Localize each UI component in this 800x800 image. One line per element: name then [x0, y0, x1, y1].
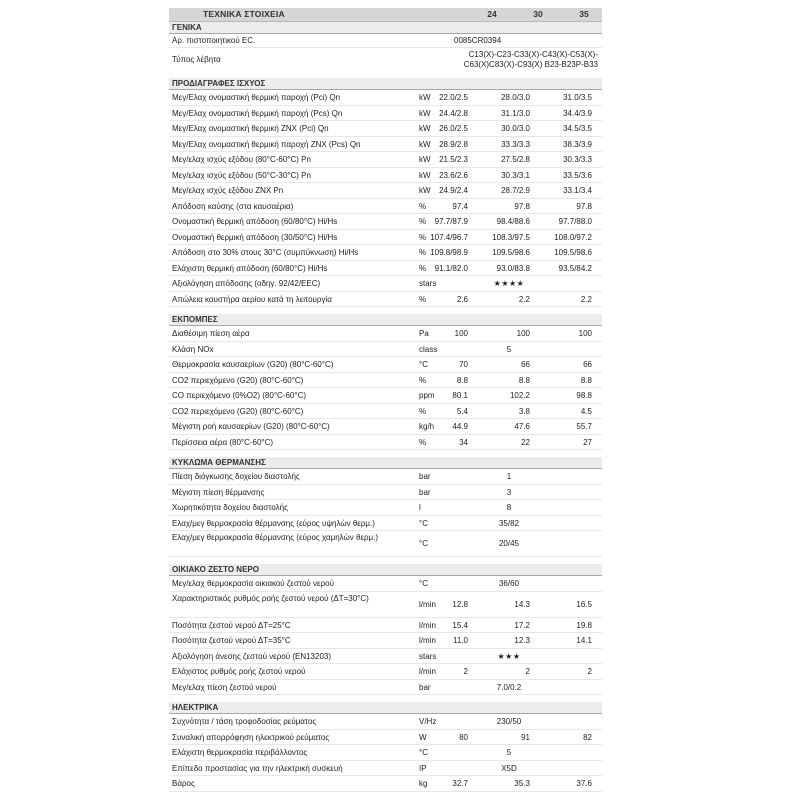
- spec-row: [169, 261, 602, 277]
- spec-unit: W: [419, 732, 427, 742]
- spec-row: [169, 592, 602, 618]
- spec-unit: kg/h: [419, 422, 435, 431]
- spec-section: [169, 702, 602, 792]
- spec-unit: l/min: [419, 667, 436, 676]
- spec-unit: °C: [419, 748, 428, 757]
- spec-label: Μέγιστη ροή καυσαερίων (G20) (80°C-60°C): [172, 422, 330, 431]
- value-model-24: 8.8: [456, 375, 468, 385]
- spec-unit: kW: [419, 139, 431, 149]
- spec-unit: %: [419, 232, 427, 242]
- spec-row: [169, 121, 602, 137]
- spec-unit: kW: [419, 93, 431, 102]
- spec-row: [169, 106, 602, 122]
- value-model-30: 27.5/2.8: [501, 155, 530, 164]
- value-model-30: 93.0/83.8: [496, 263, 530, 273]
- value-all-models: 230/50: [496, 717, 522, 726]
- spec-row: [169, 618, 602, 634]
- spec-label: Ποσότητα ζεστού νερού ΔT=35°C: [172, 636, 291, 645]
- value-model-24: 70: [459, 360, 468, 369]
- spec-row: [169, 516, 602, 532]
- spec-section: [169, 564, 602, 695]
- spec-unit: class: [419, 344, 438, 354]
- spec-row: [169, 168, 602, 184]
- spec-label: Μέγιστη πίεση θέρμανσης: [172, 487, 265, 497]
- value-all-models: 7.0/0.2: [496, 682, 522, 692]
- spec-row: [169, 90, 602, 106]
- section-title: ΕΚΠΟΜΠΕΣ: [169, 314, 602, 326]
- value-model-24: 34: [459, 437, 468, 447]
- spec-label: Μεγ/Ελαχ ονομαστική θερμική παροχή (Pci) Qn: [172, 93, 341, 102]
- value-model-30: 3.8: [518, 406, 530, 416]
- spec-unit: %: [419, 201, 427, 211]
- spec-unit: l/min: [419, 620, 436, 630]
- spec-row: [169, 357, 602, 373]
- spec-label: Συναλική απορρόφηση ηλεκτρικού ρεύματος: [172, 732, 330, 742]
- spec-row: [169, 649, 602, 665]
- spec-row: [169, 680, 602, 696]
- value-model-30: 8.8: [518, 375, 530, 385]
- spec-row: [169, 435, 602, 451]
- spec-label: Διαθέσιμη πίεση αέρα: [172, 329, 250, 338]
- value-model-35: 14.1: [576, 636, 592, 645]
- spec-unit: °C: [419, 518, 428, 528]
- spec-row: [169, 633, 602, 649]
- value-model-35: 33.5/3.6: [563, 170, 592, 180]
- spec-label: Αξιολόγηση άνεσης ζεστού νερού (EN13203): [172, 651, 332, 661]
- spec-label: Αξιολόγηση απόδοσης (οδηγ. 92/42/EEC): [172, 279, 321, 288]
- section-title: ΚΥΚΛΩΜΑ ΘΕΡΜΑΝΣΗΣ: [169, 457, 602, 469]
- spec-unit: %: [419, 263, 427, 273]
- value-model-24: 21.5/2.3: [439, 155, 468, 164]
- spec-unit: °C: [419, 539, 428, 548]
- value-all-models: X5D: [501, 763, 517, 773]
- value-model-30: 28.0/3.0: [501, 93, 530, 102]
- spec-unit: °C: [419, 579, 428, 588]
- spec-unit: %: [419, 217, 427, 226]
- table-title: ΤΕΧΝΙΚΑ ΣΤΟΙΧΕΙΑ: [203, 9, 285, 19]
- spec-unit: kW: [419, 124, 431, 133]
- spec-unit: l/min: [419, 599, 436, 609]
- spec-label: Ελάχιστος ρυθμός ροής ζεστού νερού: [172, 667, 306, 676]
- section-title: ΟΙΚΙΑΚΟ ΖΕΣΤΟ ΝΕΡΟ: [169, 564, 602, 576]
- spec-row: [169, 714, 602, 730]
- value-model-24: 26.0/2.5: [439, 124, 468, 133]
- model-35-header: 35: [579, 9, 589, 19]
- spec-unit: Pa: [419, 329, 429, 338]
- spec-unit: °C: [419, 360, 428, 369]
- value-model-35: 27: [583, 437, 592, 447]
- value-model-24: 23.6/2.6: [439, 170, 468, 180]
- spec-label: Μεγ/ελαχ ισχύς εξόδου ZNX Pn: [172, 186, 284, 195]
- spec-label: Συχνότητα / τάση τροφοδοσίας ρεύματος: [172, 717, 317, 726]
- value-model-24: 15.4: [452, 620, 468, 630]
- value-model-35: 31.0/3.5: [563, 93, 592, 102]
- spec-unit: kW: [419, 155, 431, 164]
- value-model-35: 97.8: [576, 201, 592, 211]
- spec-label: Κλάση NOx: [172, 344, 214, 354]
- spec-label: Ονομαστική θερμική απόδοση (60/80°C) Hi/Hs: [172, 217, 338, 226]
- spec-label: Μεγ/ελαχ ισχύς εξόδου (80°C-60°C) Pn: [172, 155, 311, 164]
- spec-unit: kW: [419, 186, 431, 195]
- spec-row: [169, 388, 602, 404]
- value-model-30: 47.6: [514, 422, 530, 431]
- value-model-30: 102.2: [509, 391, 530, 400]
- section-general: [169, 22, 602, 71]
- value-all-models: 35/82: [498, 518, 520, 528]
- spec-row: [169, 326, 602, 342]
- spec-row: [169, 776, 602, 792]
- value-model-30: 2: [525, 667, 530, 676]
- spec-label: Μεγ/Ελαχ ονομαστική θερμική παροχή (Pcs) Qn: [172, 108, 343, 118]
- value-model-35: 55.7: [576, 422, 592, 431]
- spec-row: [169, 404, 602, 420]
- cert-value: 0085CR0394: [454, 36, 502, 45]
- type-value-line2: C63(X)C83(X)-C93(X) B23-B23P-B33: [463, 60, 598, 69]
- spec-label: Χαρακτηριστικός ρυθμός ροής ζεστού νερού (ΔT=30°C): [172, 593, 369, 603]
- value-model-30: 97.8: [514, 201, 530, 211]
- value-all-models: 36/60: [498, 579, 520, 588]
- spec-sheet: [169, 8, 602, 792]
- spec-unit: IP: [419, 763, 427, 773]
- spec-label: Επίπεδο προστασίας για την ηλεκτρική συσκευή: [172, 763, 343, 773]
- section-title: ΓΕΝΙΚΑ: [169, 22, 602, 34]
- spec-label: Μεγ/Ελαχ ονομαστική θερμική παροχή ZNX (Pcs) Qn: [172, 139, 361, 149]
- value-model-30: 22: [521, 437, 530, 447]
- spec-unit: %: [419, 375, 427, 385]
- spec-row: [169, 469, 602, 485]
- value-model-24: 80.1: [452, 391, 468, 400]
- spec-unit: %: [419, 406, 427, 416]
- spec-row: [169, 500, 602, 516]
- value-model-35: 2: [587, 667, 592, 676]
- spec-row: [169, 373, 602, 389]
- value-model-24: 100: [454, 329, 468, 338]
- value-model-24: 5.4: [456, 406, 468, 416]
- spec-unit: kg: [419, 779, 428, 788]
- spec-label: Μεγ/ελαχ ισχύς εξόδου (50°C-30°C) Pn: [172, 170, 311, 180]
- spec-label: Χωρητικότητα δοχείου διαστολής: [172, 503, 288, 512]
- value-model-35: 98.8: [576, 391, 592, 400]
- spec-row: [169, 664, 602, 680]
- spec-label: Απώλεια καυστήρα αερίου κατά τη λειτουργία: [172, 294, 332, 304]
- spec-row: [169, 199, 602, 215]
- spec-row: [169, 245, 602, 261]
- value-all-models: 1: [506, 472, 512, 481]
- value-model-30: 98.4/88.6: [496, 217, 530, 226]
- value-model-30: 2.2: [518, 294, 530, 304]
- value-model-24: 12.8: [452, 599, 468, 609]
- cert-row: [169, 34, 602, 48]
- value-model-35: 8.8: [580, 375, 592, 385]
- type-label: Τύπος λέβητα: [172, 55, 221, 64]
- spec-section: [169, 78, 602, 307]
- value-model-35: 109.5/98.6: [554, 248, 592, 257]
- value-model-30: 30.0/3.0: [501, 124, 530, 133]
- value-model-35: 93.5/84.2: [558, 263, 592, 273]
- value-model-35: 38.3/3.9: [563, 139, 592, 149]
- spec-label: CO2 περιεχόμενο (G20) (80°C-60°C): [172, 406, 304, 416]
- spec-row: [169, 183, 602, 199]
- value-model-24: 22.0/2.5: [439, 93, 468, 102]
- spec-label: Ελάχιστη θερμική απόδοση (60/80°C) Hi/Hs: [172, 263, 328, 273]
- type-value-line1: C13(X)-C23-C33(X)-C43(X)-C53(X)-: [468, 50, 598, 59]
- model-30-header: 30: [533, 9, 543, 19]
- spec-unit: V/Hz: [419, 717, 437, 726]
- spec-label: Απόδοση στο 30% στους 30°C (συμπύκνωση) Hi/Hs: [172, 248, 359, 257]
- spec-label: Απόδοση καύσης (στα καυσαέρια): [172, 201, 294, 211]
- value-model-30: 109.5/98.6: [492, 248, 530, 257]
- value-model-30: 31.1/3.0: [501, 108, 530, 118]
- value-model-30: 35.3: [514, 779, 530, 788]
- spec-row: [169, 419, 602, 435]
- section-title: ΠΡΟΔΙΑΓΡΑΦΕΣ ΙΣΧΥΟΣ: [169, 78, 602, 90]
- spec-unit: stars: [419, 651, 437, 661]
- spec-label: CO2 περιεχόμενο (G20) (80°C-60°C): [172, 375, 304, 385]
- value-model-24: 32.7: [452, 779, 468, 788]
- value-model-24: 28.9/2.8: [439, 139, 468, 149]
- value-model-30: 91: [521, 732, 530, 742]
- value-model-35: 37.6: [576, 779, 592, 788]
- value-model-35: 33.1/3.4: [563, 186, 592, 195]
- value-model-24: 24.9/2.4: [439, 186, 468, 195]
- spec-row: [169, 214, 602, 230]
- spec-unit: bar: [419, 682, 431, 692]
- cert-label: Αρ. πιστοποιητικού EC.: [172, 36, 256, 45]
- spec-row: [169, 152, 602, 168]
- value-all-models: 3: [506, 487, 512, 497]
- value-model-35: 16.5: [576, 599, 592, 609]
- value-model-24: 24.4/2.8: [439, 108, 468, 118]
- spec-section: [169, 314, 602, 450]
- table-header: [169, 8, 602, 22]
- value-model-24: 80: [459, 732, 468, 742]
- value-model-35: 82: [583, 732, 592, 742]
- value-model-24: 2: [463, 667, 468, 676]
- spec-label: Ονομαστική θερμική απόδοση (30/50°C) Hi/Hs: [172, 232, 338, 242]
- value-model-35: 2.2: [580, 294, 592, 304]
- spec-row: [169, 576, 602, 592]
- spec-unit: stars: [419, 279, 437, 288]
- spec-unit: kW: [419, 170, 431, 180]
- value-model-35: 108.0/97.2: [554, 232, 592, 242]
- value-model-30: 17.2: [514, 620, 530, 630]
- spec-row: [169, 137, 602, 153]
- value-model-35: 19.8: [576, 620, 592, 630]
- value-model-35: 30.3/3.3: [563, 155, 592, 164]
- value-model-24: 109.8/98.9: [430, 248, 468, 257]
- value-model-24: 11.0: [453, 636, 468, 645]
- value-model-30: 28.7/2.9: [501, 186, 530, 195]
- value-all-models: 5: [506, 344, 512, 354]
- spec-row: [169, 745, 602, 761]
- spec-unit: ppm: [419, 391, 435, 400]
- spec-label: Πίεση διόγκωσης δοχείου διαστολής: [172, 472, 300, 481]
- spec-row: [169, 730, 602, 746]
- spec-unit: %: [419, 248, 427, 257]
- value-model-35: 100: [578, 329, 592, 338]
- value-model-35: 34.4/3.9: [563, 108, 592, 118]
- spec-label: Βάρος: [172, 779, 195, 788]
- spec-label: Θερμοκρασία καυσαερίων (G20) (80°C-60°C): [172, 360, 334, 369]
- value-model-30: 12.3: [514, 636, 530, 645]
- value-all-models: 8: [506, 503, 512, 512]
- boiler-type-row: [169, 48, 602, 71]
- model-24-header: 24: [487, 9, 497, 19]
- spec-label: Μεγ/Ελαχ ονομαστική θερμική ZNX (Pci) Qn: [172, 124, 329, 133]
- spec-row: [169, 342, 602, 358]
- spec-label: Ελαχ/μεγ θερμοκρασία θέρμανσης (εύρος χαμηλών θερμ.): [172, 533, 379, 542]
- value-model-30: 14.3: [514, 599, 530, 609]
- value-model-35: 34.5/3.5: [563, 124, 592, 133]
- value-model-24: 2.6: [456, 294, 468, 304]
- spec-unit: l: [419, 503, 421, 512]
- value-model-30: 33.3/3.3: [501, 139, 530, 149]
- value-model-24: 91.1/82.0: [434, 263, 468, 273]
- star-rating: ★★★★: [493, 279, 525, 288]
- value-model-30: 66: [521, 360, 530, 369]
- spec-unit: %: [419, 437, 427, 447]
- spec-unit: kW: [419, 108, 431, 118]
- spec-label: Περίσσεια αέρα (80°C-60°C): [172, 437, 274, 447]
- spec-row: [169, 761, 602, 777]
- value-model-35: 66: [583, 360, 592, 369]
- value-model-24: 107.4/96.7: [430, 232, 468, 242]
- spec-label: CO περιεχόμενο (0%O2) (80°C-60°C): [172, 391, 307, 400]
- spec-row: [169, 531, 602, 557]
- section-title: ΗΛΕΚΤΡΙΚΑ: [169, 702, 602, 714]
- value-model-30: 30.3/3.1: [501, 170, 530, 180]
- value-model-35: 97.7/88.0: [558, 217, 592, 226]
- spec-row: [169, 230, 602, 246]
- value-model-24: 97.7/87.9: [434, 217, 468, 226]
- spec-unit: l/min: [419, 636, 436, 645]
- value-model-30: 108.3/97.5: [492, 232, 530, 242]
- value-all-models: 5: [506, 748, 512, 757]
- spec-section: [169, 457, 602, 557]
- spec-row: [169, 292, 602, 308]
- spec-unit: bar: [419, 487, 431, 497]
- spec-label: Ποσότητα ζεστού νερού ΔT=25°C: [172, 620, 291, 630]
- spec-row: [169, 276, 602, 292]
- value-model-30: 100: [516, 329, 530, 338]
- value-all-models: 20/45: [498, 539, 520, 548]
- spec-label: Ελαχ/μεγ θερμοκρασία θέρμανσης (εύρος υψηλών θερμ.): [172, 518, 375, 528]
- value-model-24: 44.9: [452, 422, 468, 431]
- spec-unit: %: [419, 294, 427, 304]
- value-model-35: 4.5: [580, 406, 592, 416]
- value-model-24: 97.4: [452, 201, 468, 211]
- spec-label: Μεγ/ελαχ πίεση ζεστού νερού: [172, 682, 277, 692]
- spec-label: Μεγ/ελαχ θερμοκρασία οικιακού ζεστού νερού: [172, 579, 334, 588]
- spec-unit: bar: [419, 472, 431, 481]
- spec-row: [169, 485, 602, 501]
- star-rating: ★★★: [497, 651, 521, 661]
- spec-label: Ελάχιστη θερμοκρασία περιβάλλοντος: [172, 748, 308, 757]
